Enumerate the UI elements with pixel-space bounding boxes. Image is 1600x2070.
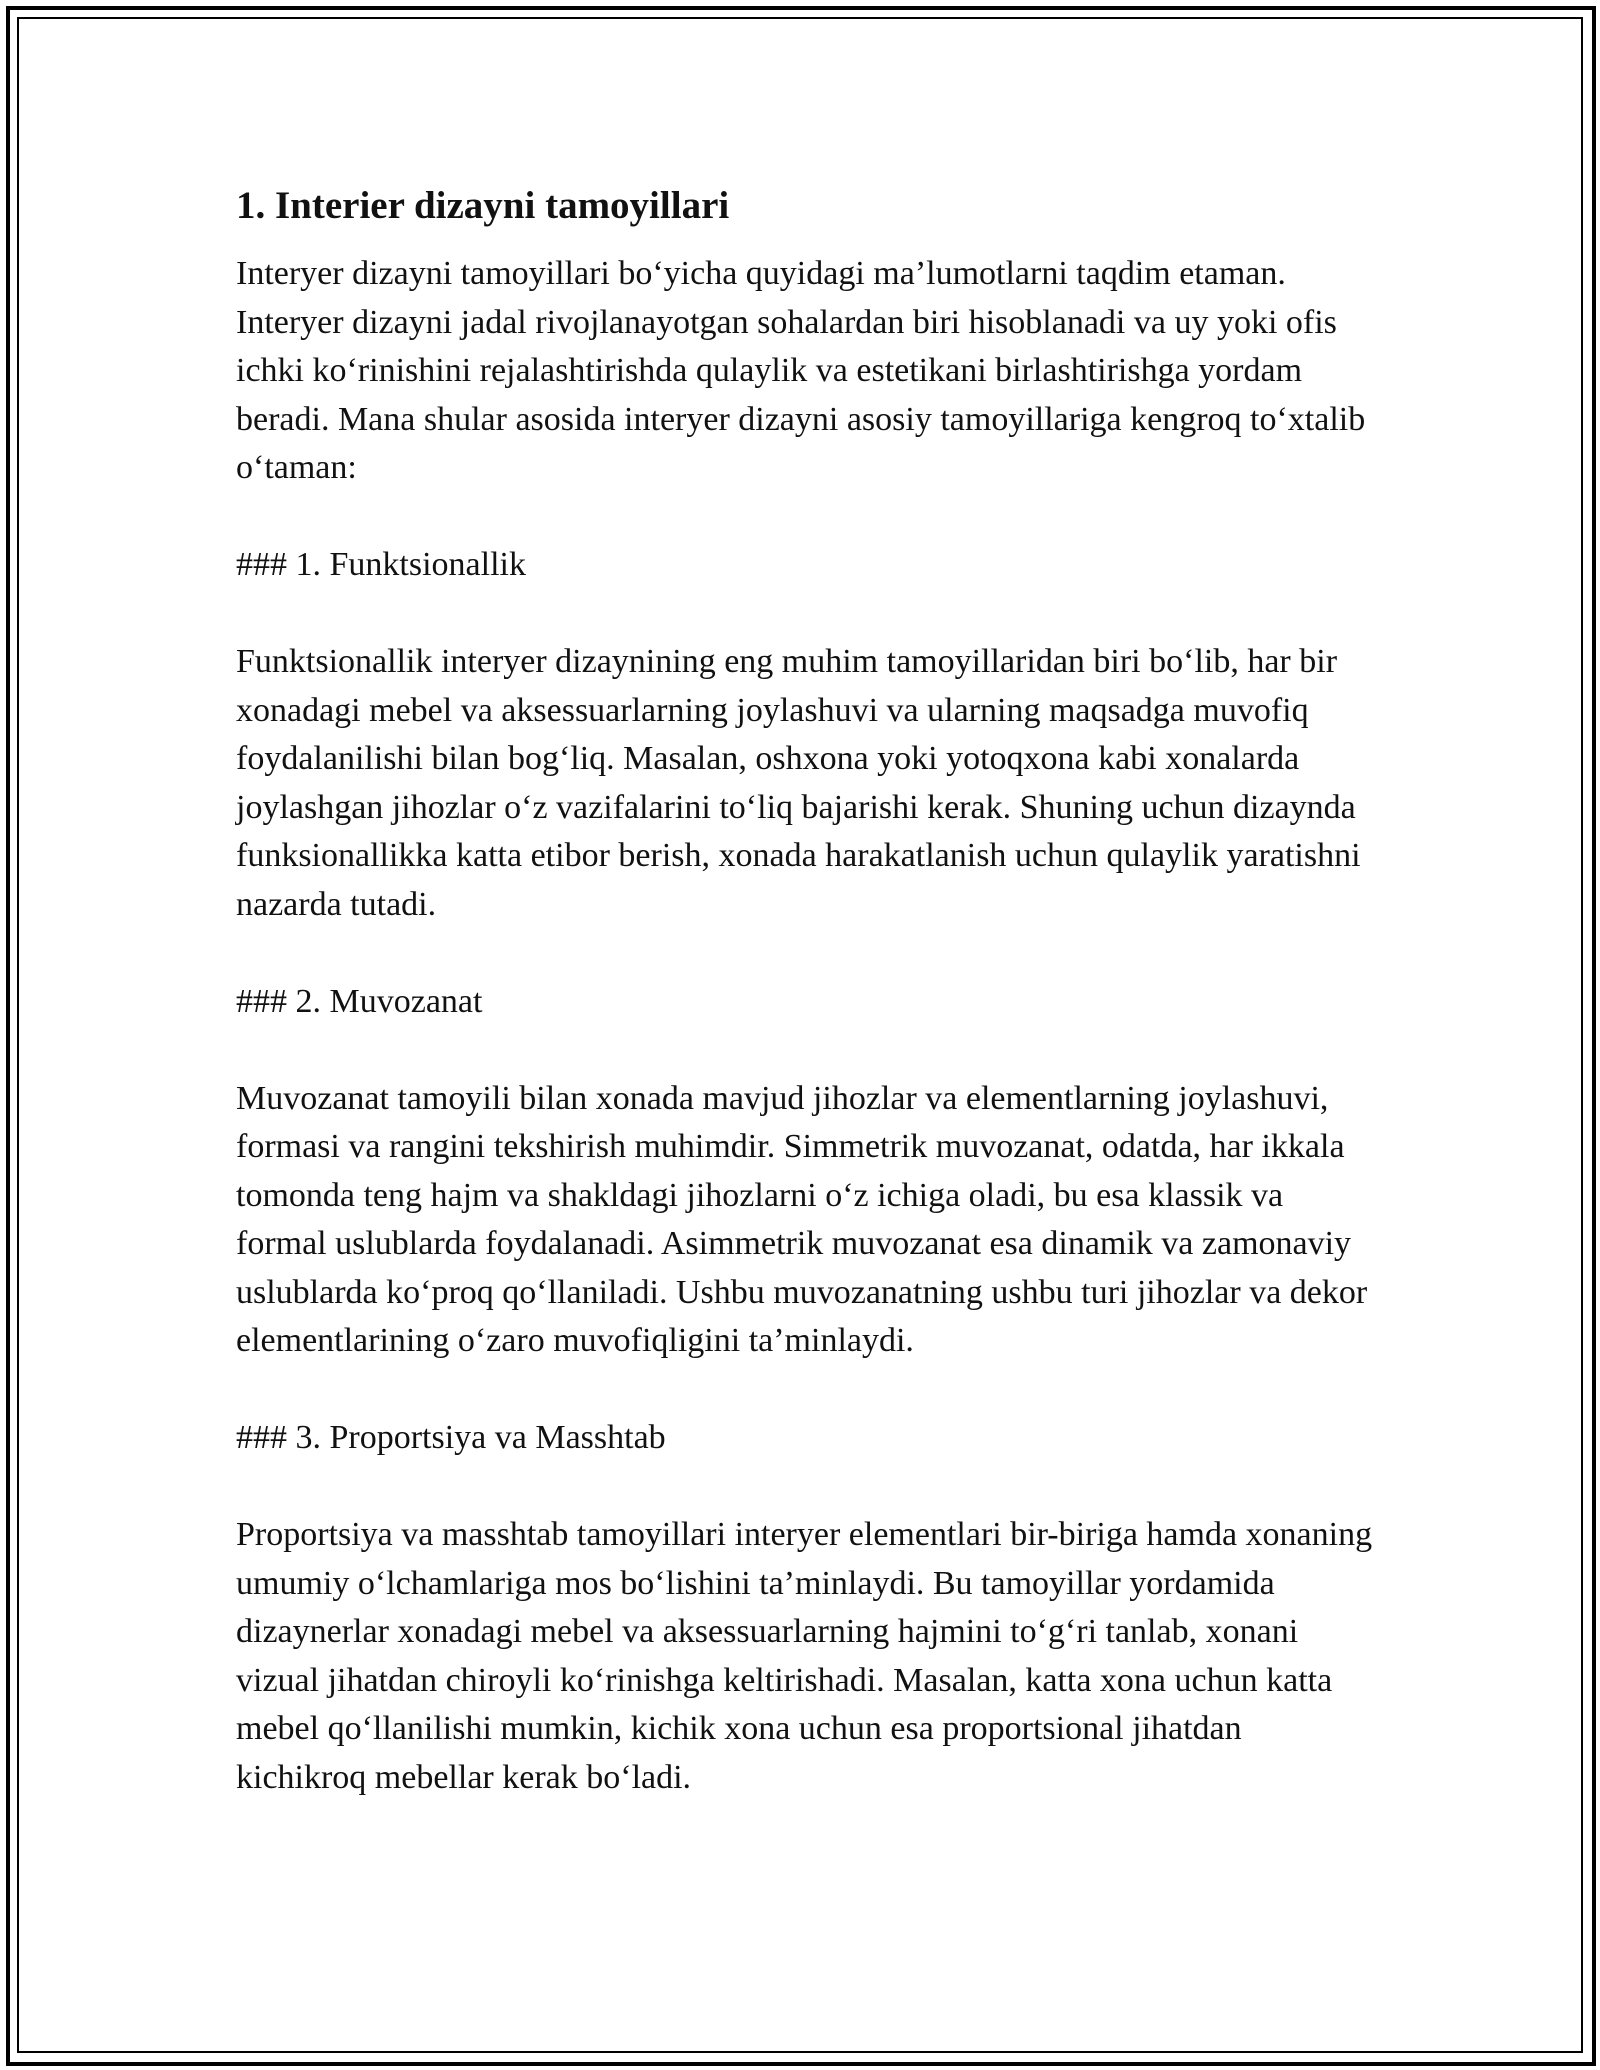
section-body: Funktsionallik interyer dizaynining eng muhim tamoyillaridan biri bo‘lib, har bir xonadagi mebel va aksessuarlarning joylashuvi va ularning maqsadga muvofiq foydalanilishi bilan bog‘liq. Masalan, oshxona yoki yotoqxona kabi xonalarda joylashgan jihozlar o‘z vazifalarini to‘liq bajarishi kerak. Shuning uchun dizaynda funksionallikka katta etibor berish, xonada harakatlanish uchun qulaylik yaratishni nazarda tutadi. — [236, 643, 1361, 923]
section-muvozanat — [236, 978, 1376, 1366]
document-title: 1. Interier dizayni tamoyillari — [236, 184, 730, 227]
section-heading: ### 2. Muvozanat — [236, 982, 483, 1020]
section-heading: ### 3. Proportsiya va Masshtab — [236, 1419, 666, 1456]
section-body: Proportsiya va masshtab tamoyillari interyer elementlari bir-biriga hamda xonaning umumiy o‘lchamlariga mos bo‘lishini ta’minlaydi. Bu tamoyillar yordamida dizaynerlar xonadagi mebel va aksessuarlarning hajmini to‘g‘ri tanlab, xonani vizual jihatdan chiroyli ko‘rinishga keltirishadi. Masalan, katta xona uchun katta mebel qo‘llanilishi mumkin, kichik xona uchun esa proportsional jihatdan kichikroq mebellar kerak bo‘ladi. — [236, 1516, 1373, 1796]
section-proportsiya — [236, 1414, 1376, 1802]
section-heading: ### 1. Funktsionallik — [236, 546, 526, 583]
section-body: Muvozanat tamoyili bilan xonada mavjud jihozlar va elementlarning joylashuvi, formasi va rangini tekshirish muhimdir. Simmetrik muvozanat, odatda, har ikkala tomonda teng hajm va shakldagi jihozlarni o‘z ichiga oladi, bu esa klassik va formal uslublarda foydalanadi. Asimmetrik muvozanat esa dinamik va zamonaviy uslublarda ko‘proq qo‘llaniladi. Ushbu muvozanatning ushbu turi jihozlar va dekor elementlarining o‘zaro muvofiqligini ta’minlaydi. — [236, 1079, 1368, 1359]
section-funktsionallik — [236, 541, 1376, 929]
document-body — [236, 182, 1376, 1802]
intro-paragraph: Interyer dizayni tamoyillari bo‘yicha quyidagi ma’lumotlarni taqdim etaman. Interyer dizayni jadal rivojlanayotgan sohalardan biri hisoblanadi va uy yoki ofis ichki ko‘rinishini rejalashtirishda qulaylik va estetikani birlashtirishga yordam beradi. Mana shular asosida interyer dizayni asosiy tamoyillariga kengroq to‘xtalib o‘taman: — [236, 255, 1366, 486]
